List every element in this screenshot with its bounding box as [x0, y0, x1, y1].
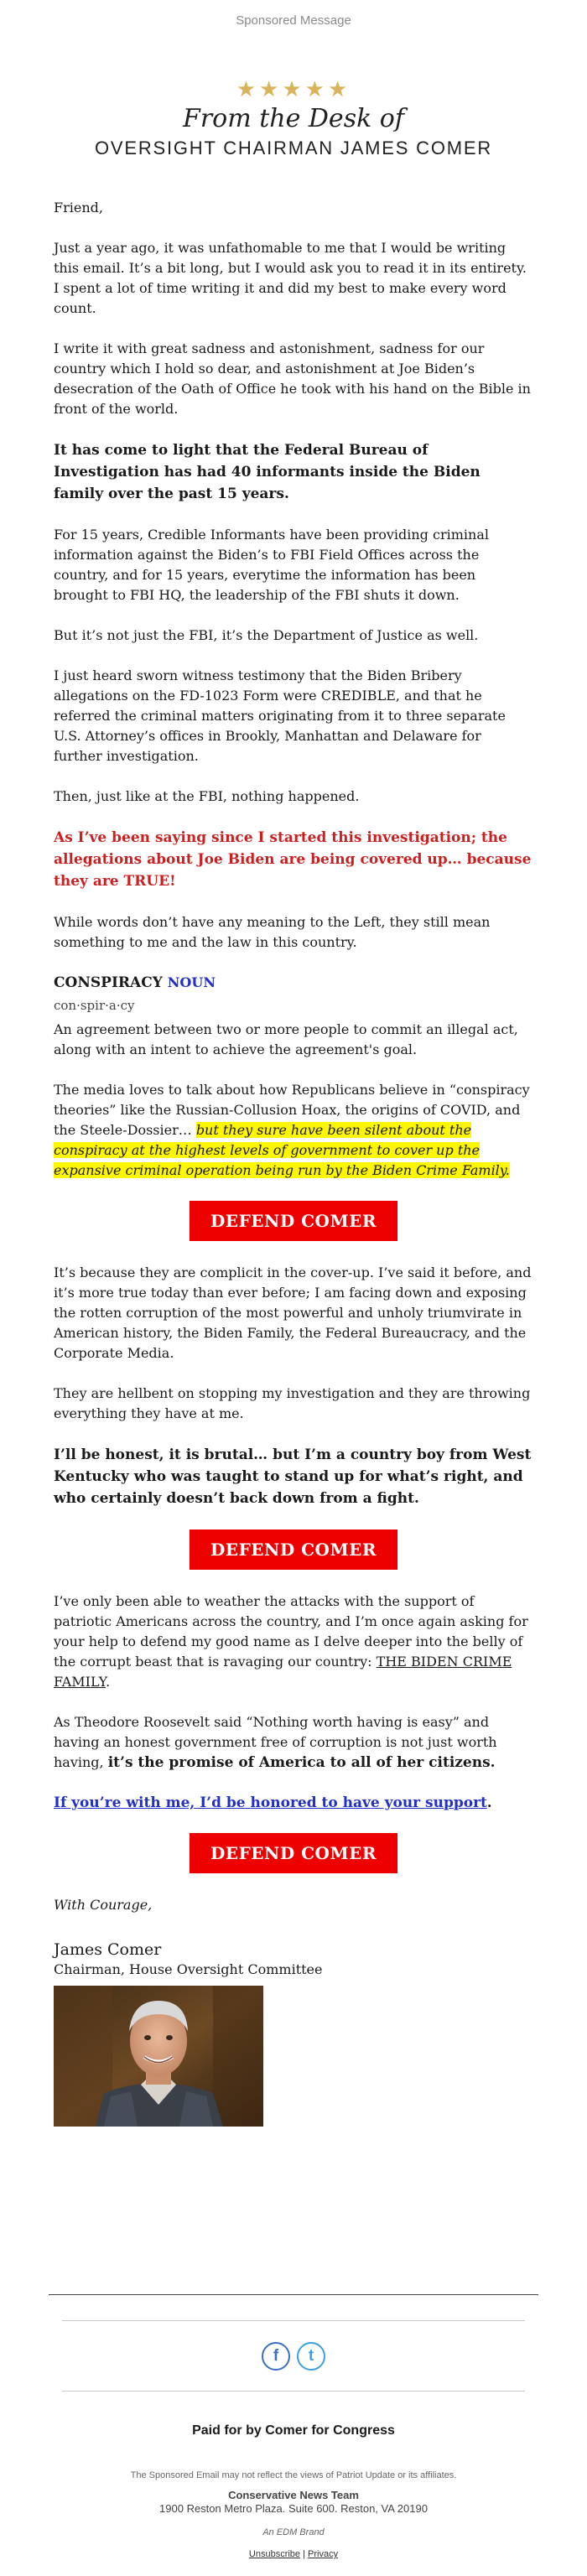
- paragraph-11: It’s because they are complicit in the cover-up. I’ve said it before, and it’s more true today than ever before; I am facing down and exposing the rotten corruption of the most powerful and unholy triumvirate in American history, the Biden Family, the Federal Bureaucracy, and the Corporate Media.: [54, 1265, 532, 1361]
- disclaimer: The Sponsored Email may not reflect the views of Patriot Update or its affiliates.: [130, 2470, 457, 2480]
- paragraph-15-bold: it’s the promise of America to all of her citizens.: [107, 1754, 496, 1771]
- definition-block: [54, 973, 533, 1060]
- definition-pronunciation: con·spir·a·cy: [54, 998, 135, 1013]
- paragraph-8: As I’ve been saying since I started this investigation; the allegations about Joe Biden are being covered up… because they are TRUE!: [54, 829, 532, 890]
- biden-crime-family-text: THE BIDEN CRIME FAMILY: [54, 1654, 512, 1690]
- org-info: [0, 2489, 587, 2516]
- email-body: [0, 198, 587, 2127]
- facebook-icon[interactable]: f: [262, 2342, 290, 2371]
- desk-title: From the Desk of: [183, 104, 404, 133]
- defend-comer-button[interactable]: DEFEND COMER: [190, 1530, 397, 1570]
- twitter-icon[interactable]: t: [297, 2342, 325, 2371]
- paid-for: Paid for by Comer for Congress: [192, 2423, 395, 2438]
- paragraph-9: While words don’t have any meaning to the Left, they still mean something to me and the law in this country.: [54, 914, 491, 950]
- paragraph-7: Then, just like at the FBI, nothing happened.: [54, 788, 360, 804]
- definition-pos: NOUN: [167, 974, 216, 990]
- defend-comer-button[interactable]: DEFEND COMER: [190, 1833, 397, 1873]
- paragraph-2: I write it with great sadness and astonishment, sadness for our country which I hold so dear, and astonishment at Joe Biden’s desecration of the Oath of Office he took with his hand on the Bible in front of the world.: [54, 340, 531, 417]
- definition-word: CONSPIRACY: [54, 974, 163, 991]
- paragraph-10-highlight: but they sure have been silent about the conspiracy at the highest levels of government to cover up the expansive criminal operation being run by the Biden Crime Family.: [54, 1122, 510, 1178]
- paragraph-13: I’ll be honest, it is brutal… but I’m a country boy from West Kentucky who was taught to stand up for what’s right, and who certainly doesn’t back down from a fight.: [54, 1446, 532, 1507]
- chairman-title: OVERSIGHT CHAIRMAN JAMES COMER: [94, 138, 493, 158]
- paragraph-14-end: .: [106, 1674, 111, 1690]
- brand-line: An EDM Brand: [262, 2527, 325, 2537]
- paragraph-14-text: I’ve only been able to weather the attacks with the support of patriotic Americans across the country, and I’m once again asking for your help to defend my good name as I delve deeper into the belly of the corrupt beast that is ravaging our country:: [54, 1593, 528, 1670]
- support-paragraph: [54, 1793, 533, 1813]
- paragraph-5: But it’s not just the FBI, it’s the Department of Justice as well.: [54, 627, 479, 643]
- button-wrap-1: [54, 1201, 533, 1241]
- email-header: [0, 34, 587, 161]
- paragraph-1: Just a year ago, it was unfathomable to me that I would be writing this email. It’s a bit long, but I would ask you to read it in its entirety. I spent a lot of time writing it and did my best to make every word count.: [54, 240, 527, 316]
- comer-portrait: [54, 1986, 263, 2127]
- paragraph-15: [54, 1712, 533, 1773]
- paragraph-10-text: The media loves to talk about how Republicans believe in “conspiracy theories” like the Russian-Collusion Hoax, the origins of COVID, and the Steele-Dossier…: [54, 1082, 530, 1138]
- org-address: 1900 Reston Metro Plaza. Suite 600. Reston, VA 20190: [159, 2502, 428, 2515]
- paragraph-6: I just heard sworn witness testimony that the Biden Bribery allegations on the FD-1023 Form were CREDIBLE, and that he referred the criminal matters originating from it to three separate U.S. Attorney’s offices in Brookly, Manhattan and Delaware for further investigation.: [54, 667, 506, 764]
- paragraph-12: They are hellbent on stopping my investigation and they are throwing everything they have at me.: [54, 1385, 531, 1421]
- unsubscribe-link[interactable]: Unsubscribe: [248, 2549, 301, 2559]
- support-link-end: .: [486, 1794, 492, 1810]
- definition-heading: [54, 973, 533, 993]
- rating-stars: ★★★★★: [236, 77, 351, 102]
- sponsored-banner: Sponsored Message: [236, 13, 351, 28]
- paragraph-15-text: As Theodore Roosevelt said “Nothing worth having is easy” and having an honest government free of corruption is not just worth having,: [54, 1714, 497, 1770]
- org-name: Conservative News Team: [228, 2489, 359, 2501]
- link-separator: |: [300, 2549, 309, 2559]
- footer-links: [0, 2549, 587, 2576]
- paragraph-3: It has come to light that the Federal Bureau of Investigation has had 40 informants inside the Biden family over the past 15 years.: [54, 442, 481, 502]
- paragraph-10: [54, 1080, 533, 1181]
- social-bar: [62, 2320, 525, 2392]
- signature-closing: With Courage,: [54, 1897, 153, 1913]
- paragraph-14: [54, 1592, 533, 1692]
- signature-name: James Comer: [54, 1940, 162, 1959]
- button-wrap-3: [54, 1833, 533, 1873]
- footer-rule: [49, 2294, 538, 2295]
- paragraph-4: For 15 years, Credible Informants have been providing criminal information against the Biden’s to FBI Field Offices across the country, and for 15 years, everytime the information has been brought to FBI HQ, the leadership of the FBI shuts it down.: [54, 527, 489, 603]
- support-link[interactable]: If you’re with me, I’d be honored to have your support: [54, 1794, 487, 1811]
- greeting: Friend,: [54, 200, 103, 216]
- privacy-link[interactable]: Privacy: [308, 2549, 339, 2559]
- button-wrap-2: [54, 1530, 533, 1570]
- signature-title: Chairman, House Oversight Committee: [54, 1961, 323, 1977]
- definition-meaning: An agreement between two or more people to commit an illegal act, along with an intent to achieve the agreement's goal.: [54, 1021, 518, 1057]
- defend-comer-button[interactable]: DEFEND COMER: [190, 1201, 397, 1241]
